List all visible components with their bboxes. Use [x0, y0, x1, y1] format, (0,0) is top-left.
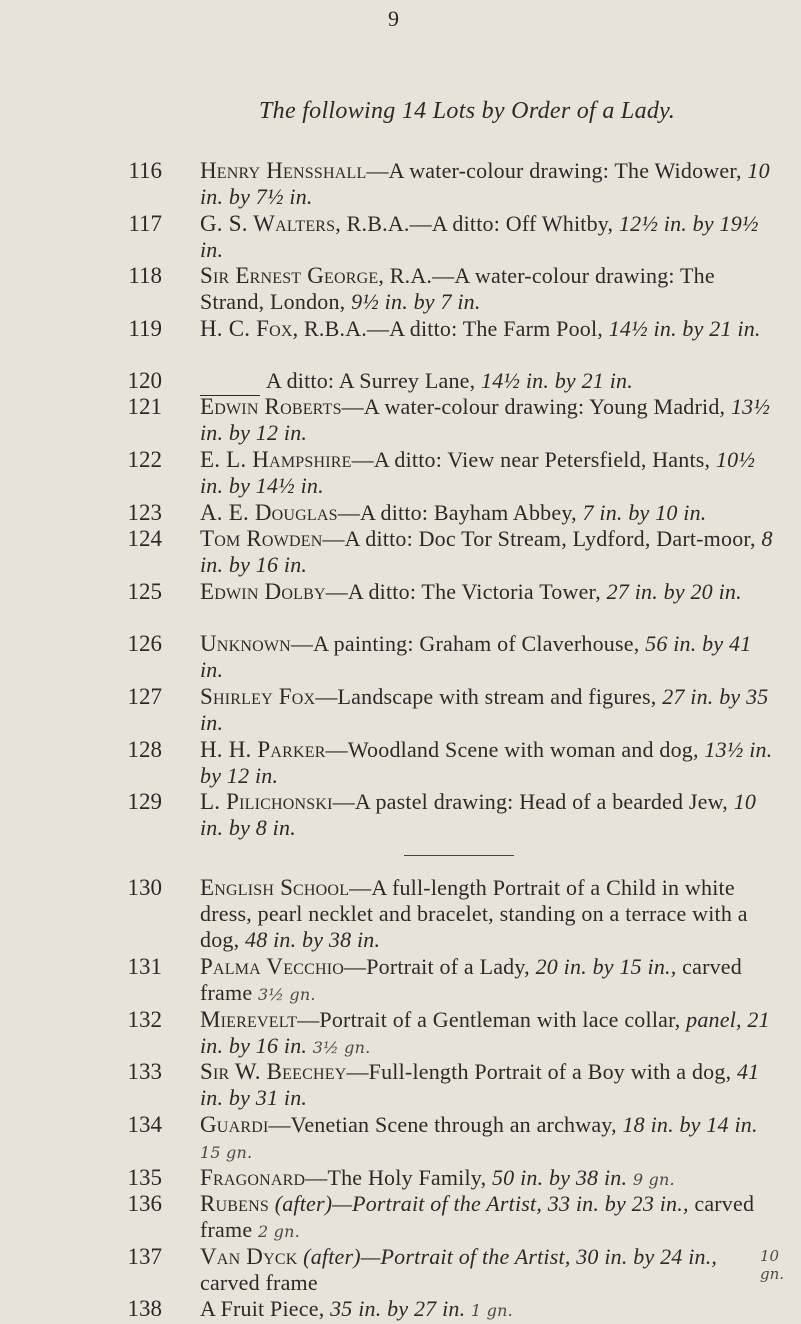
lot-artist: A. E. Douglas [200, 500, 338, 525]
lot-number: 123 [127, 500, 162, 525]
lot-title: —A ditto: Bayham Abbey, [337, 500, 583, 525]
lot-description [200, 1059, 775, 1111]
lot-description [200, 737, 775, 789]
lot-artist: Unknown [200, 631, 291, 656]
lot-title: —A water-colour drawing: Young Madrid, [341, 394, 731, 419]
lot-description [266, 368, 776, 394]
lot-description [200, 684, 775, 736]
lot-dimensions: 30 in. by 24 in., [576, 1244, 718, 1269]
lot-title: A ditto: A Surrey Lane, [266, 368, 482, 393]
lot-number: 131 [127, 954, 162, 979]
handwritten-price: 1 gn. [471, 1301, 513, 1320]
lot-dimensions: 14½ in. by 21 in. [481, 368, 633, 393]
lot-description [200, 158, 775, 210]
section-divider [404, 855, 514, 856]
lot-artist: Tom Rowden [200, 526, 323, 551]
lot-title: A Fruit Piece, [200, 1296, 331, 1321]
lot-number: 118 [128, 263, 162, 288]
lot-description [200, 631, 775, 683]
lot-description [200, 447, 775, 499]
lot-dimensions: 35 in. by 27 in. [330, 1296, 466, 1321]
lot-artist: H. C. Fox [200, 316, 293, 341]
lot-dimensions: 14½ in. by 21 in. [608, 316, 761, 341]
lot-description [200, 394, 775, 446]
lot-description [200, 1112, 775, 1166]
handwritten-price: 2 gn. [258, 1222, 300, 1241]
handwritten-price: 10 gn. [760, 1247, 785, 1283]
lot-number: 137 [127, 1244, 162, 1269]
lot-description [200, 263, 775, 315]
lot-description [200, 1191, 775, 1245]
lot-description [200, 1165, 775, 1193]
lot-dimensions: 13½ in. by 12 in. [200, 737, 773, 788]
lot-artist: Shirley Fox [200, 684, 316, 709]
lot-dimensions: 33 in. by 23 in., [547, 1191, 689, 1216]
lot-title: —A water-colour drawing: The Widower, [366, 158, 748, 183]
lot-number: 124 [127, 526, 162, 551]
lot-dimensions: 56 in. by 41 in. [200, 631, 752, 682]
lot-title: —Portrait of a Lady, [344, 954, 536, 979]
lot-frame: carved frame [200, 1270, 318, 1295]
lot-frame: carved frame [200, 1191, 755, 1242]
lot-number: 129 [127, 789, 162, 814]
lot-dimensions: 8 in. by 16 in. [200, 526, 773, 577]
lot-title: —Woodland Scene with woman and dog, [325, 737, 705, 762]
lot-number: 117 [128, 211, 162, 236]
lot-artist: Sir W. Beechey [200, 1059, 347, 1084]
lot-dimensions: 27 in. by 20 in. [606, 579, 742, 604]
lot-description [200, 316, 775, 342]
lot-title: —A ditto: Doc Tor Stream, Lydford, Dart-moor, [322, 526, 762, 551]
lot-title: , R.B.A.—A ditto: Off Whitby, [335, 211, 619, 236]
handwritten-price: 9 gn. [632, 1170, 675, 1189]
lot-title: —Venetian Scene through an archway, [268, 1112, 623, 1137]
lot-number: 136 [127, 1191, 162, 1216]
lot-artist: Edwin Dolby [200, 579, 326, 604]
lot-number: 133 [127, 1059, 162, 1084]
lot-artist: L. Pilichonski [200, 789, 333, 814]
lot-artist: Guardi [200, 1112, 269, 1137]
lot-artist: Henry Hensshall [200, 158, 367, 183]
lot-title: —The Holy Family, [305, 1165, 492, 1190]
lot-description [200, 1296, 775, 1324]
lot-dimensions: 10 in. by 7½ in. [200, 158, 770, 209]
lot-dimensions: 27 in. by 35 in. [200, 684, 769, 735]
lot-number: 138 [127, 1296, 162, 1321]
lot-dimensions: 10 in. by 8 in. [200, 789, 757, 840]
lot-dimensions: 7 in. by 10 in. [582, 500, 707, 525]
lot-title: —A ditto: The Victoria Tower, [325, 579, 607, 604]
lot-number: 128 [127, 737, 162, 762]
lot-description [200, 954, 775, 1008]
lot-dimensions: 48 in. by 38 in. [245, 927, 381, 952]
lot-number: 126 [127, 631, 162, 656]
handwritten-price: 3½ gn. [312, 1038, 371, 1057]
lot-artist: H. H. Parker [200, 737, 326, 762]
lot-title: , R.B.A.—A ditto: The Farm Pool, [292, 316, 609, 341]
lot-dimensions: 13½ in. by 12 in. [200, 394, 771, 445]
lot-title: —A ditto: View near Petersfield, Hants, [351, 447, 716, 472]
lot-dimensions: 12½ in. by 19½ in. [200, 211, 759, 262]
page-number: 9 [388, 6, 399, 31]
lot-artist: E. L. Hampshire [200, 447, 352, 472]
lot-dimensions: 10½ in. by 14½ in. [200, 447, 756, 498]
lot-dimensions: 9½ in. by 7 in. [351, 289, 481, 314]
handwritten-price: 3½ gn. [258, 985, 316, 1004]
lot-description [200, 526, 775, 578]
lot-dimensions: 41 in. by 31 in. [200, 1059, 760, 1110]
lot-number: 135 [127, 1165, 162, 1190]
lot-title: —Portrait of a Gentleman with lace collar, [297, 1007, 687, 1032]
lot-artist: Sir Ernest George [200, 263, 379, 288]
lot-artist: G. S. Walters [200, 211, 336, 236]
lot-title: (after)—Portrait of the Artist, [297, 1244, 577, 1269]
lot-number: 121 [127, 394, 162, 419]
lot-number: 120 [127, 368, 162, 393]
lot-description [200, 211, 775, 263]
lot-dimensions: panel, 21 in. by 16 in. [200, 1007, 770, 1058]
handwritten-price: 15 gn. [200, 1143, 253, 1162]
lot-title: —A full-length Portrait of a Child in white dress, pearl necklet and bracelet, standing on a terrace with a dog, [200, 875, 748, 952]
lot-dimensions: 18 in. by 14 in. [622, 1112, 758, 1137]
lot-description [200, 1244, 775, 1296]
lot-dimensions: 50 in. by 38 in. [491, 1165, 628, 1190]
lot-number: 127 [127, 684, 162, 709]
lot-title: —A pastel drawing: Head of a bearded Jew, [332, 789, 734, 814]
lot-description [200, 875, 775, 953]
lot-description [200, 579, 775, 605]
lot-number: 116 [128, 158, 162, 183]
lot-number: 132 [127, 1007, 162, 1032]
lot-frame: carved frame [200, 954, 742, 1005]
lot-artist: Van Dyck [200, 1244, 298, 1269]
lot-title: —Full-length Portrait of a Boy with a dog, [346, 1059, 737, 1084]
lot-title: —Landscape with stream and figures, [315, 684, 663, 709]
lot-artist: Mierevelt [200, 1007, 298, 1032]
lot-description [200, 500, 775, 526]
lot-title: —A painting: Graham of Claverhouse, [290, 631, 646, 656]
page-heading: The following 14 Lots by Order of a Lady. [259, 98, 676, 124]
lot-title: , R.A.—A water-colour drawing: The Strand, London, [200, 263, 715, 314]
lot-title: (after)—Portrait of the Artist, [269, 1191, 548, 1216]
lot-artist: Fragonard [200, 1165, 306, 1190]
lot-artist: Rubens [200, 1191, 269, 1216]
lot-artist: English School [200, 875, 350, 900]
lot-number: 125 [127, 579, 162, 604]
lot-dimensions: 20 in. by 15 in., [535, 954, 677, 979]
lot-description [200, 1007, 775, 1061]
lot-number: 130 [127, 875, 162, 900]
lot-description [200, 789, 775, 841]
lot-artist: Palma Vecchio [200, 954, 344, 979]
lot-number: 119 [128, 316, 162, 341]
lot-number: 122 [127, 447, 162, 472]
lot-number: 134 [127, 1112, 162, 1137]
lot-artist: Edwin Roberts [200, 394, 342, 419]
